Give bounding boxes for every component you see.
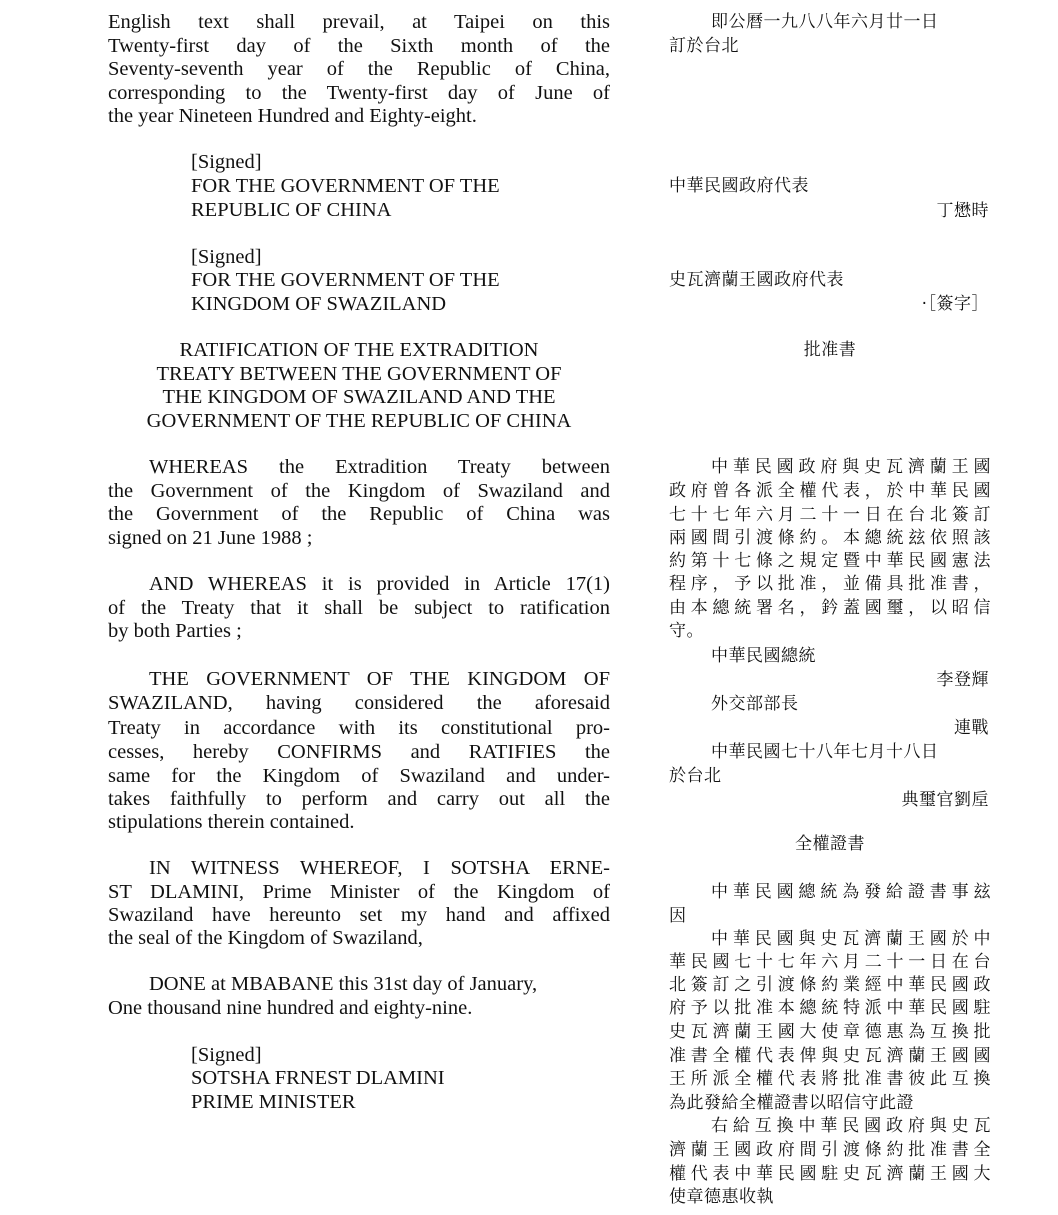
confirmation-paragraph-line: Treaty in accordance with its constitutional pro- bbox=[108, 717, 610, 739]
confirmation-paragraph-line: THE GOVERNMENT OF THE KINGDOM OF bbox=[149, 668, 610, 690]
whereas-paragraph-line: the Government of the Republic of China was bbox=[108, 503, 610, 525]
witness-paragraph-line: Swaziland have hereunto set my hand and affixed bbox=[108, 904, 610, 926]
zh-credentials-line: 使章德惠收執 bbox=[669, 1187, 774, 1207]
signatory-line: REPUBLIC OF CHINA bbox=[191, 199, 392, 221]
signatory-line: FOR THE GOVERNMENT OF THE bbox=[191, 269, 500, 291]
whereas-paragraph-line: WHEREAS the Extradition Treaty between bbox=[149, 456, 610, 478]
zh-ratification-line: 由本總統署名，鈐蓋國璽，以昭信 bbox=[669, 598, 991, 618]
signed-label: [Signed] bbox=[191, 151, 262, 173]
zh-ratification-line: 政府曾各派全權代表，於中華民國 bbox=[669, 481, 991, 501]
zh-roc-representative-name: 丁懋時 bbox=[936, 201, 989, 221]
signatory-line: FOR THE GOVERNMENT OF THE bbox=[191, 175, 500, 197]
prime-minister-title: PRIME MINISTER bbox=[191, 1091, 356, 1113]
zh-president-title: 中華民國總統 bbox=[711, 646, 816, 666]
whereas-paragraph-line: signed on 21 June 1988 ; bbox=[108, 527, 313, 549]
ratification-heading: TREATY BETWEEN THE GOVERNMENT OF bbox=[156, 363, 562, 385]
zh-date-line: 中華民國七十八年七月十八日 bbox=[711, 742, 939, 762]
zh-credentials-line: 華民國七十七年六月二十一日在台 bbox=[669, 952, 991, 972]
zh-ratification-line: 守。 bbox=[669, 621, 704, 641]
ratification-heading: RATIFICATION OF THE EXTRADITION bbox=[179, 339, 539, 361]
zh-signed-mark: ·［簽字］ bbox=[921, 294, 989, 314]
article-paragraph-line: AND WHEREAS it is provided in Article 17(1) bbox=[149, 573, 610, 595]
zh-ratification-line: 程序，予以批准，並備具批准書， bbox=[669, 574, 991, 594]
intro-line: English text shall prevail, at Taipei on this bbox=[108, 11, 610, 33]
signed-label: [Signed] bbox=[191, 246, 262, 268]
zh-credentials-line: 准書全權代表俾與史瓦濟蘭王國國 bbox=[669, 1046, 991, 1066]
zh-ratification-line: 七十七年六月二十一日在台北簽訂 bbox=[669, 505, 991, 525]
zh-ratification-title: 批准書 bbox=[803, 340, 857, 360]
done-paragraph-line: DONE at MBABANE this 31st day of January, bbox=[149, 973, 538, 995]
ratification-heading: GOVERNMENT OF THE REPUBLIC OF CHINA bbox=[146, 410, 572, 432]
zh-president-name: 李登輝 bbox=[936, 670, 989, 690]
zh-credentials-line: 因 bbox=[669, 906, 687, 926]
zh-credentials-line: 權代表中華民國駐史瓦濟蘭王國大 bbox=[669, 1164, 991, 1184]
zh-credentials-title: 全權證書 bbox=[795, 834, 865, 854]
zh-credentials-line: 王所派全權代表將批准書彼此互換 bbox=[669, 1069, 991, 1089]
confirmation-paragraph-line: SWAZILAND, having considered the aforesaid bbox=[108, 692, 610, 714]
zh-minister-name: 連戰 bbox=[954, 718, 989, 738]
zh-intro-line: 即公曆一九八八年六月廿一日 bbox=[711, 12, 939, 32]
zh-credentials-line: 史瓦濟蘭王國大使章德惠為互換批 bbox=[669, 1022, 991, 1042]
witness-paragraph-line: ST DLAMINI, Prime Minister of the Kingdom of bbox=[108, 881, 610, 903]
zh-swaziland-representative: 史瓦濟蘭王國政府代表 bbox=[669, 270, 844, 290]
prime-minister-name: SOTSHA FRNEST DLAMINI bbox=[191, 1067, 445, 1089]
intro-line: the year Nineteen Hundred and Eighty-eight. bbox=[108, 105, 477, 127]
confirmation-paragraph-line: stipulations therein contained. bbox=[108, 811, 355, 833]
signed-label: [Signed] bbox=[191, 1044, 262, 1066]
zh-ratification-line: 兩國間引渡條約。本總統玆依照該 bbox=[669, 528, 991, 548]
zh-seal-officer: 典璽官劉垕 bbox=[901, 790, 989, 810]
ratification-heading: THE KINGDOM OF SWAZILAND AND THE bbox=[162, 386, 556, 408]
zh-credentials-line: 府予以批准本總統特派中華民國駐 bbox=[669, 998, 991, 1018]
confirmation-paragraph-line: cesses, hereby CONFIRMS and RATIFIES the bbox=[108, 741, 610, 763]
zh-credentials-line: 北簽訂之引渡條約業經中華民國政 bbox=[669, 975, 991, 995]
signatory-line: KINGDOM OF SWAZILAND bbox=[191, 293, 447, 315]
article-paragraph-line: of the Treaty that it shall be subject to ratification bbox=[108, 597, 610, 619]
intro-line: Seventy-seventh year of the Republic of China, bbox=[108, 58, 610, 80]
done-paragraph-line: One thousand nine hundred and eighty-nine. bbox=[108, 997, 473, 1019]
zh-roc-representative: 中華民國政府代表 bbox=[669, 176, 809, 196]
article-paragraph-line: by both Parties ; bbox=[108, 620, 242, 642]
intro-line: corresponding to the Twenty-first day of June of bbox=[108, 82, 610, 104]
whereas-paragraph-line: the Government of the Kingdom of Swaziland and bbox=[108, 480, 610, 502]
zh-intro-line: 訂於台北 bbox=[669, 36, 739, 56]
confirmation-paragraph-line: takes faithfully to perform and carry out all the bbox=[108, 788, 610, 810]
zh-credentials-line: 濟蘭王國政府間引渡條約批准書全 bbox=[669, 1140, 991, 1160]
zh-ratification-line: 中華民國政府與史瓦濟蘭王國 bbox=[711, 457, 991, 477]
zh-minister-title: 外交部部長 bbox=[711, 694, 799, 714]
zh-ratification-line: 約第十七條之規定暨中華民國憲法 bbox=[669, 551, 991, 571]
zh-credentials-line: 中華民國與史瓦濟蘭王國於中 bbox=[711, 929, 991, 949]
zh-credentials-line: 中華民國總統為發給證書事玆 bbox=[711, 882, 991, 902]
zh-credentials-line: 右給互換中華民國政府與史瓦 bbox=[711, 1116, 991, 1136]
zh-date-line: 於台北 bbox=[669, 766, 722, 786]
zh-credentials-line: 為此發給全權證書以昭信守此證 bbox=[669, 1093, 914, 1113]
intro-line: Twenty-first day of the Sixth month of the bbox=[108, 35, 610, 57]
confirmation-paragraph-line: same for the Kingdom of Swaziland and under- bbox=[108, 765, 610, 787]
witness-paragraph-line: the seal of the Kingdom of Swaziland, bbox=[108, 927, 423, 949]
witness-paragraph-line: IN WITNESS WHEREOF, I SOTSHA ERNE- bbox=[149, 857, 610, 879]
